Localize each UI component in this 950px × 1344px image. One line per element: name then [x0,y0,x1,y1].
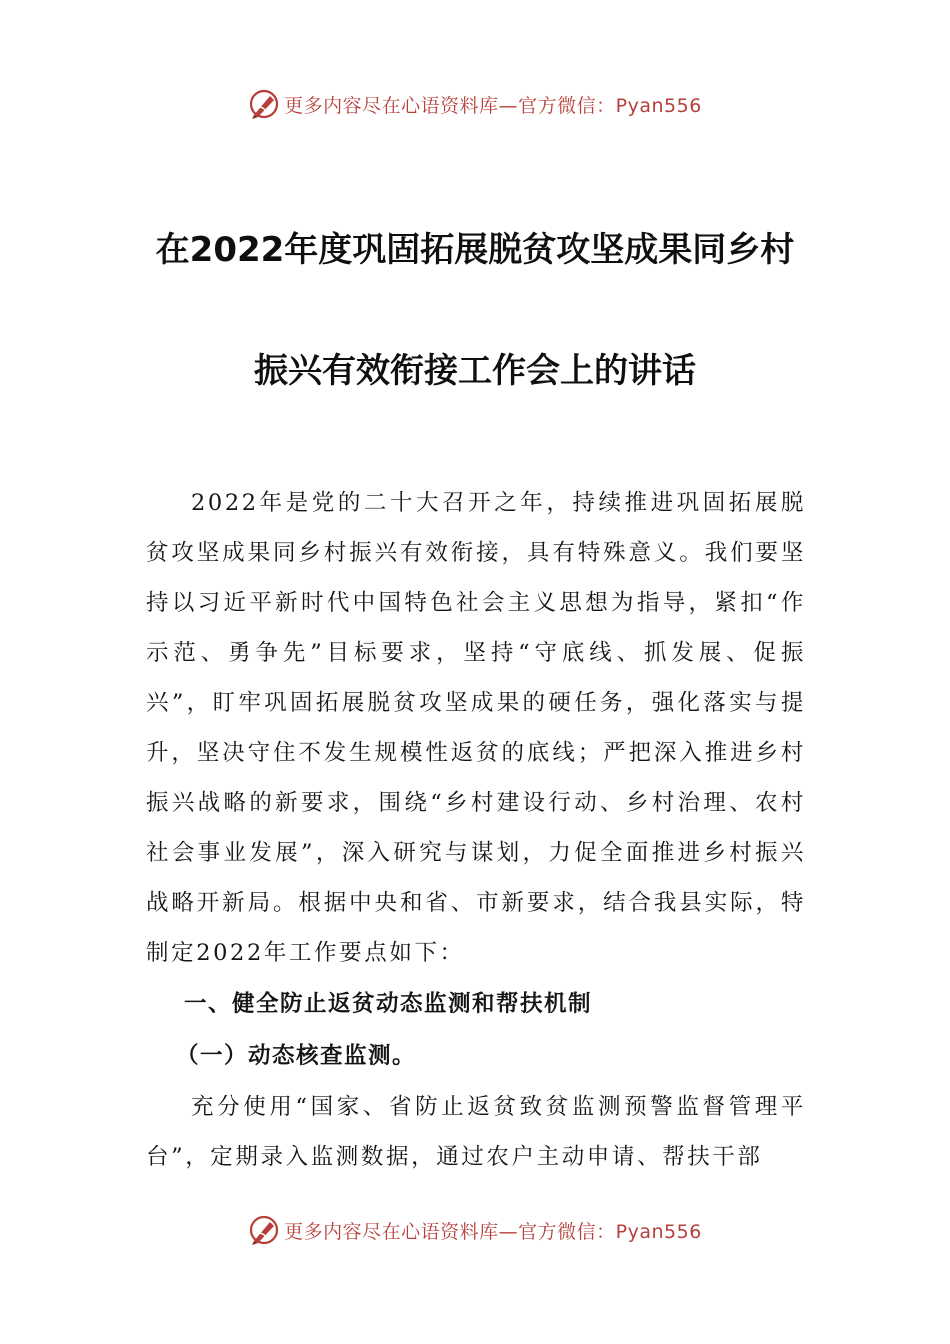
body-paragraph: 充分使用“国家、省防止返贫致贫监测预警监督管理平台”，定期录入监测数据，通过农户主动申请、帮扶干部 [146,1094,806,1170]
document-title-line-1: 在2022年度巩固拓展脱贫攻坚成果同乡村 [155,230,795,270]
document-body [146,478,806,1182]
document-title-line-2: 振兴有效衔接工作会上的讲话 [254,351,696,391]
pen-logo-icon [248,88,280,120]
pen-logo-icon [248,1214,280,1246]
subsection-heading: （一）动态核查监测。 [176,1043,417,1069]
intro-paragraph: 2022年是党的二十大召开之年，持续推进巩固拓展脱贫攻坚成果同乡村振兴有效衔接，具有特殊意义。我们要坚持以习近平新时代中国特色社会主义思想为指导，紧扣“作示范、勇争先”目标要求，坚持“守底线、抓发展、促振兴”，盯牢巩固拓展脱贫攻坚成果的硬任务，强化落实与提升，坚决守住不发生规模性返贫的底线；严把深入推进乡村振兴战略的新要求，围绕“乡村建设行动、乡村治理、农村社会事业发展”，深入研究与谋划，力促全面推进乡村振兴战略开新局。根据中央和省、市新要求，结合我县实际，特制定2022年工作要点如下： [146,490,806,966]
watermark-text: 更多内容尽在心语资料库—官方微信：Pyan556 [284,94,702,117]
watermark-text: 更多内容尽在心语资料库—官方微信：Pyan556 [284,1220,702,1243]
footer-watermark [0,1212,950,1248]
section-heading: 一、健全防止返贫动态监测和帮扶机制 [184,991,593,1017]
header-watermark [0,86,950,122]
